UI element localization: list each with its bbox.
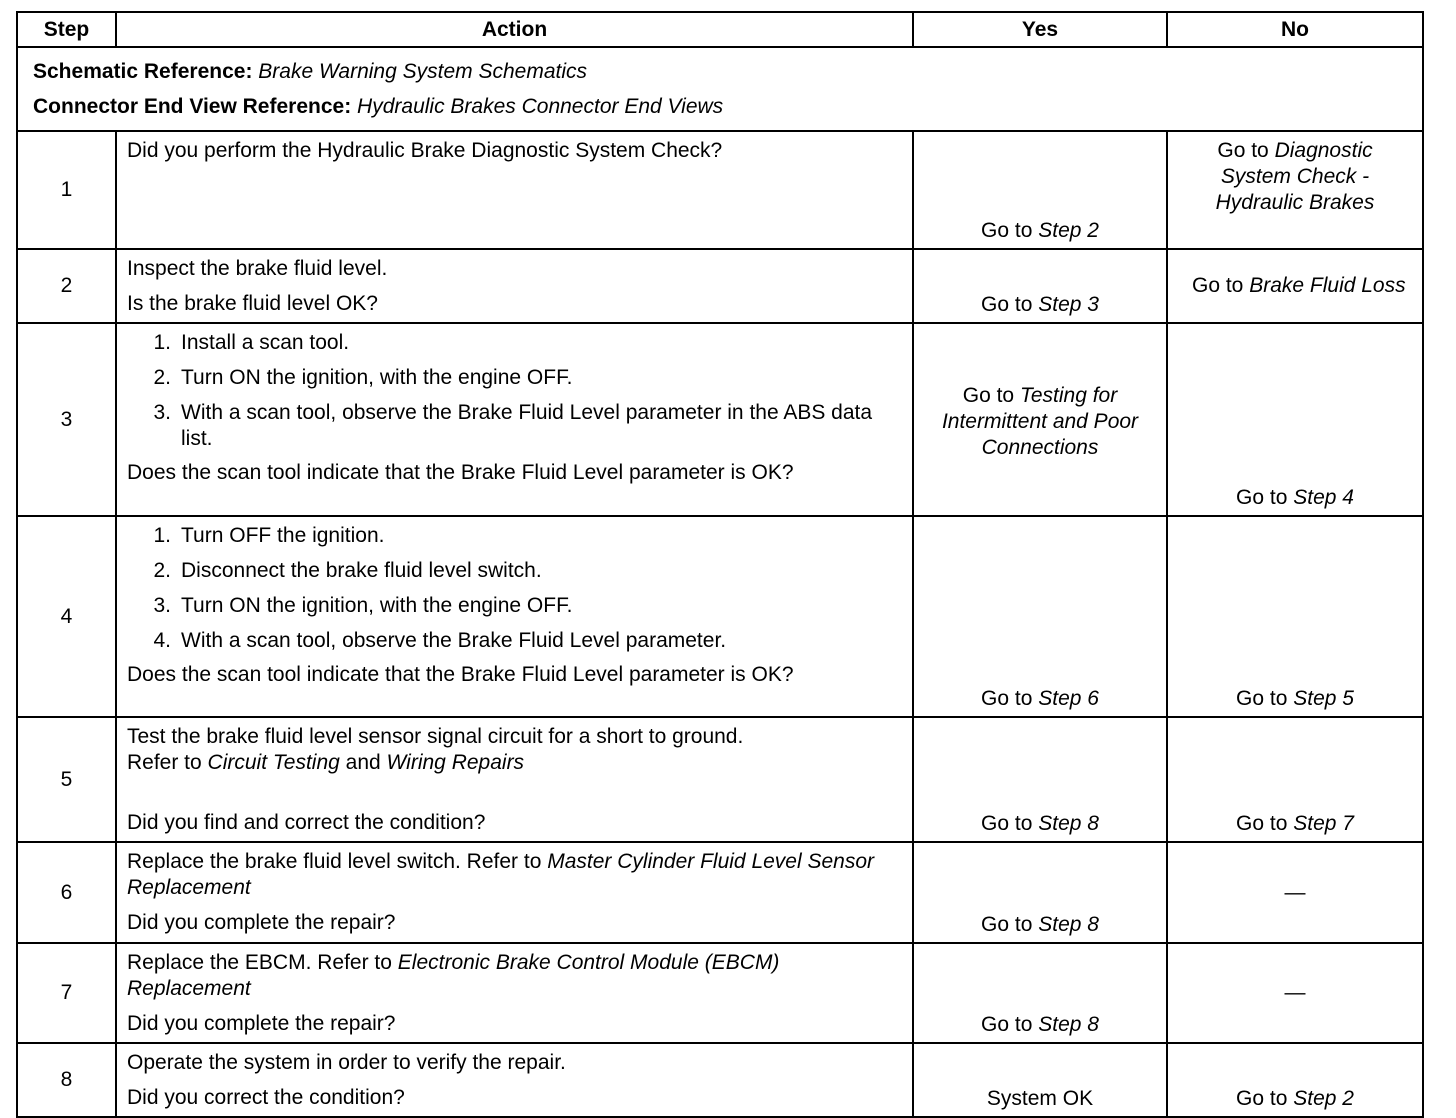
action-cell: 1. Install a scan tool. 2. Turn ON the ignition, with the engine OFF. 3. With a scan tool, observe the Brake Fluid Level parameter in the ABS data list. Does the scan tool indicate that the Brake Fluid Level parameter is OK?: [116, 323, 913, 516]
header-step: Step: [17, 12, 116, 47]
action-cell: Operate the system in order to verify the repair. Did you correct the condition?: [116, 1043, 913, 1117]
yes-link[interactable]: Step 8: [1038, 1013, 1099, 1036]
table-row: [17, 943, 1423, 1043]
table-row: [17, 131, 1423, 249]
step-number: 6: [17, 842, 116, 943]
action-cell: Did you perform the Hydraulic Brake Diagnostic System Check?: [116, 131, 913, 249]
no-cell: Go to Diagnostic System Check - Hydraulic Brakes: [1167, 131, 1423, 249]
reference-row: [17, 47, 1423, 131]
no-link[interactable]: Step 4: [1293, 486, 1354, 509]
action-cell: Test the brake fluid level sensor signal circuit for a short to ground. Refer to Circuit Testing and Wiring Repairs Did you find and correct the condition?: [116, 717, 913, 842]
step-number: 2: [17, 249, 116, 323]
diagnostic-table-page: [16, 11, 1422, 1118]
yes-cell: System OK: [913, 1043, 1167, 1117]
yes-cell: Go to Testing for Intermittent and Poor Connections: [913, 323, 1167, 516]
schematic-reference-link[interactable]: Brake Warning System Schematics: [258, 60, 588, 83]
header-row: [17, 12, 1423, 47]
connector-reference: Connector End View Reference: Hydraulic Brakes Connector End Views: [33, 95, 724, 118]
no-link[interactable]: Step 7: [1293, 812, 1354, 835]
circuit-testing-link[interactable]: Circuit Testing: [207, 751, 340, 774]
ebcm-replacement-link[interactable]: Electronic Brake Control Module (EBCM) Replacement: [127, 951, 780, 1000]
no-cell: Go to Brake Fluid Loss: [1167, 249, 1423, 323]
list-item: 1. Install a scan tool.: [153, 331, 350, 354]
no-link[interactable]: Step 5: [1293, 687, 1354, 710]
step-list: [127, 330, 902, 452]
yes-cell: Go to Step 8: [913, 842, 1167, 943]
table-row: [17, 717, 1423, 842]
header-no: No: [1167, 12, 1423, 47]
schematic-reference: Schematic Reference: Brake Warning System Schematics: [33, 60, 588, 83]
connector-reference-link[interactable]: Hydraulic Brakes Connector End Views: [357, 95, 724, 118]
table-row: [17, 516, 1423, 717]
action-cell: 1. Turn OFF the ignition. 2. Disconnect the brake fluid level switch. 3. Turn ON the ignition, with the engine OFF. 4. With a scan tool, observe the Brake Fluid Level parameter. Does the scan tool indicate that the Brake Fluid Level parameter is OK?: [116, 516, 913, 717]
list-item: 3. With a scan tool, observe the Brake Fluid Level parameter in the ABS data list.: [153, 401, 873, 450]
table-row: [17, 1043, 1423, 1117]
yes-link[interactable]: Step 6: [1038, 687, 1099, 710]
list-item: 1. Turn OFF the ignition.: [153, 524, 385, 547]
step-number: 1: [17, 131, 116, 249]
step-number: 8: [17, 1043, 116, 1117]
action-cell: Replace the EBCM. Refer to Electronic Brake Control Module (EBCM) Replacement Did you complete the repair?: [116, 943, 913, 1043]
yes-cell: Go to Step 6: [913, 516, 1167, 717]
yes-cell: Go to Step 2: [913, 131, 1167, 249]
no-link[interactable]: Brake Fluid Loss: [1249, 274, 1406, 297]
list-item: 2. Turn ON the ignition, with the engine OFF.: [153, 366, 573, 389]
step-number: 5: [17, 717, 116, 842]
yes-link[interactable]: Step 8: [1038, 913, 1099, 936]
yes-link[interactable]: Step 2: [1038, 219, 1099, 242]
yes-link[interactable]: Step 8: [1038, 812, 1099, 835]
list-item: 3. Turn ON the ignition, with the engine OFF.: [153, 594, 573, 617]
no-link[interactable]: Diagnostic System Check - Hydraulic Brakes: [1215, 139, 1375, 214]
table-row: [17, 842, 1423, 943]
no-cell: Go to Step 7: [1167, 717, 1423, 842]
wiring-repairs-link[interactable]: Wiring Repairs: [386, 751, 525, 774]
action-cell: Replace the brake fluid level switch. Refer to Master Cylinder Fluid Level Sensor Replacement Did you complete the repair?: [116, 842, 913, 943]
step-number: 4: [17, 516, 116, 717]
yes-link[interactable]: Testing for Intermittent and Poor Connections: [941, 383, 1139, 459]
header-yes: Yes: [913, 12, 1167, 47]
no-cell: Go to Step 2: [1167, 1043, 1423, 1117]
no-cell: —: [1167, 943, 1423, 1043]
no-cell: Go to Step 5: [1167, 516, 1423, 717]
step-number: 7: [17, 943, 116, 1043]
no-cell: Go to Step 4: [1167, 323, 1423, 516]
list-item: 2. Disconnect the brake fluid level switch.: [153, 559, 542, 582]
yes-cell: Go to Step 8: [913, 943, 1167, 1043]
table-row: [17, 249, 1423, 323]
yes-cell: Go to Step 3: [913, 249, 1167, 323]
step-list: [127, 523, 902, 654]
diagnostic-table: [16, 11, 1424, 1118]
no-cell: —: [1167, 842, 1423, 943]
header-action: Action: [116, 12, 913, 47]
table-row: [17, 323, 1423, 516]
step-number: 3: [17, 323, 116, 516]
yes-link[interactable]: Step 3: [1038, 293, 1099, 316]
yes-cell: Go to Step 8: [913, 717, 1167, 842]
action-cell: Inspect the brake fluid level. Is the brake fluid level OK?: [116, 249, 913, 323]
list-item: 4. With a scan tool, observe the Brake Fluid Level parameter.: [153, 629, 727, 652]
sensor-replacement-link[interactable]: Master Cylinder Fluid Level Sensor Replacement: [127, 850, 875, 899]
no-link[interactable]: Step 2: [1293, 1087, 1354, 1110]
